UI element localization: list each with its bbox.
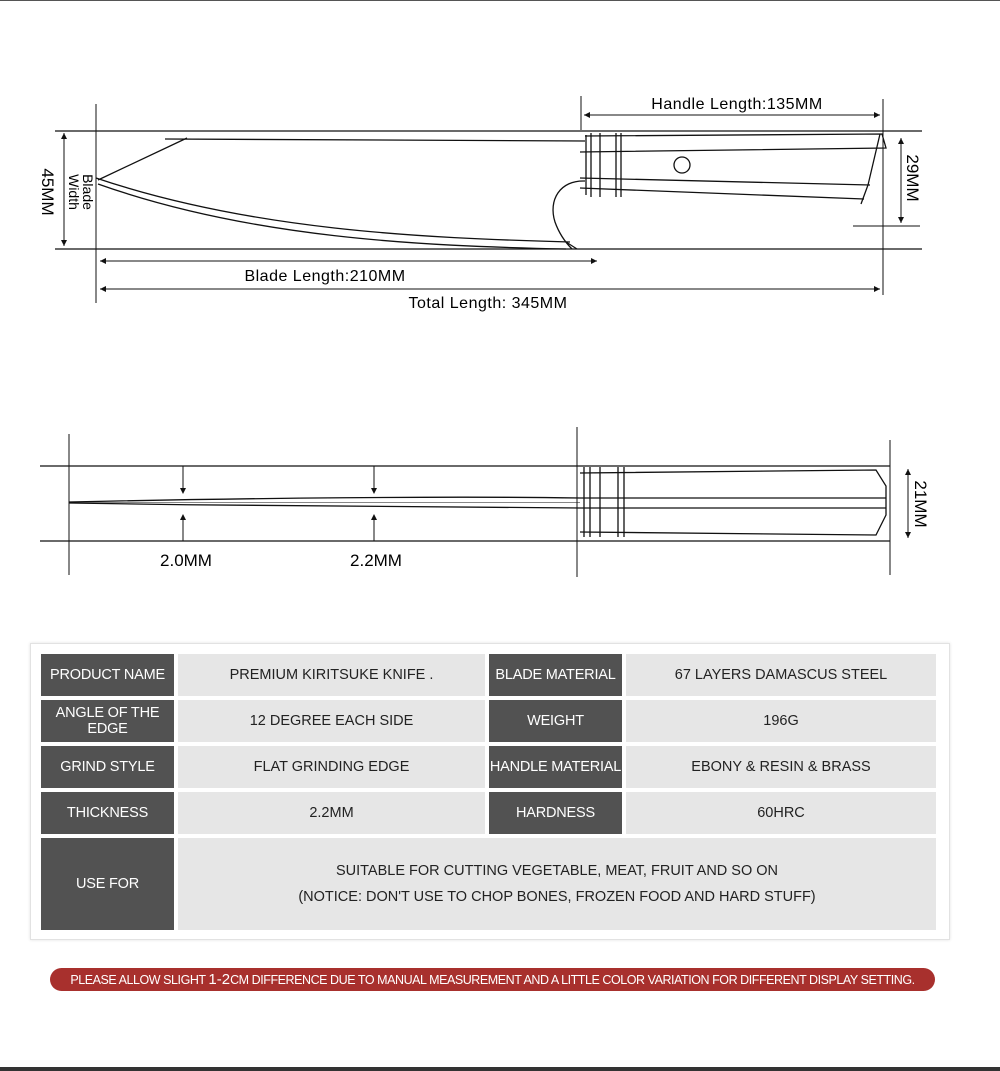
blade-length-label: Blade Length:210MM [244,268,406,285]
handle-length-label: Handle Length:135MM [651,96,823,113]
spec-label: WEIGHT [489,700,622,742]
total-length-label: Total Length: 345MM [408,295,568,312]
blade-width-value: 45MM [38,168,57,216]
spec-value: EBONY & RESIN & BRASS [626,746,936,788]
spec-table [37,650,940,934]
spec-label: BLADE MATERIAL [489,654,622,696]
blade-spine [165,139,585,141]
handle-height-label: 29MM [903,154,922,202]
spec-label: THICKNESS [41,792,174,834]
blade-width-label-line1: Blade [80,174,96,210]
blade-heel [553,181,585,249]
spec-value: PREMIUM KIRITSUKE KNIFE . [178,654,485,696]
measurement-disclaimer-banner [50,968,935,991]
table-row-use-for [41,838,936,930]
table-row [41,746,936,788]
spec-label: GRIND STYLE [41,746,174,788]
spec-card [30,643,950,940]
spec-value: 12 DEGREE EACH SIDE [178,700,485,742]
handle-outline [580,134,886,152]
spine-taper [69,497,580,502]
disclaimer-text-end: CM DIFFERENCE DUE TO MANUAL MEASUREMENT AND A LITTLE COLOR VARIATION FOR DIFFERENT DISPLAY SETTING. [230,973,915,987]
blade-width-label-line2: Width [66,174,82,210]
handle-top-outline [580,470,886,535]
table-row [41,654,936,696]
knife-side-view-diagram [0,0,1000,330]
handle-rivet [674,157,690,173]
disclaimer-highlight: 1-2 [208,971,231,988]
use-for-line-1: SUITABLE FOR CUTTING VEGETABLE, MEAT, FRUIT AND SO ON [335,863,779,879]
spec-value: 60HRC [626,792,936,834]
use-for-value [178,838,936,930]
use-for-label: USE FOR [41,838,174,930]
spec-label: HANDLE MATERIAL [489,746,622,788]
spec-label: HARDNESS [489,792,622,834]
table-row [41,792,936,834]
knife-top-view-diagram [0,420,1000,590]
spec-label: PRODUCT NAME [41,654,174,696]
spec-value: 67 LAYERS DAMASCUS STEEL [626,654,936,696]
disclaimer-text-start: PLEASE ALLOW SLIGHT [70,973,209,987]
spine-thin-label: 2.0MM [160,551,212,570]
spec-value: FLAT GRINDING EDGE [178,746,485,788]
spec-value: 196G [626,700,936,742]
use-for-line-2: (NOTICE: DON'T USE TO CHOP BONES, FROZEN FOOD AND HARD STUFF) [298,889,816,905]
handle-thickness-label: 21MM [911,480,930,528]
bottom-rule [0,1067,1000,1071]
spec-label: ANGLE OF THE EDGE [41,700,174,742]
table-row [41,700,936,742]
spine-thick-label: 2.2MM [350,551,402,570]
spec-value: 2.2MM [178,792,485,834]
blade-edge [96,178,570,242]
